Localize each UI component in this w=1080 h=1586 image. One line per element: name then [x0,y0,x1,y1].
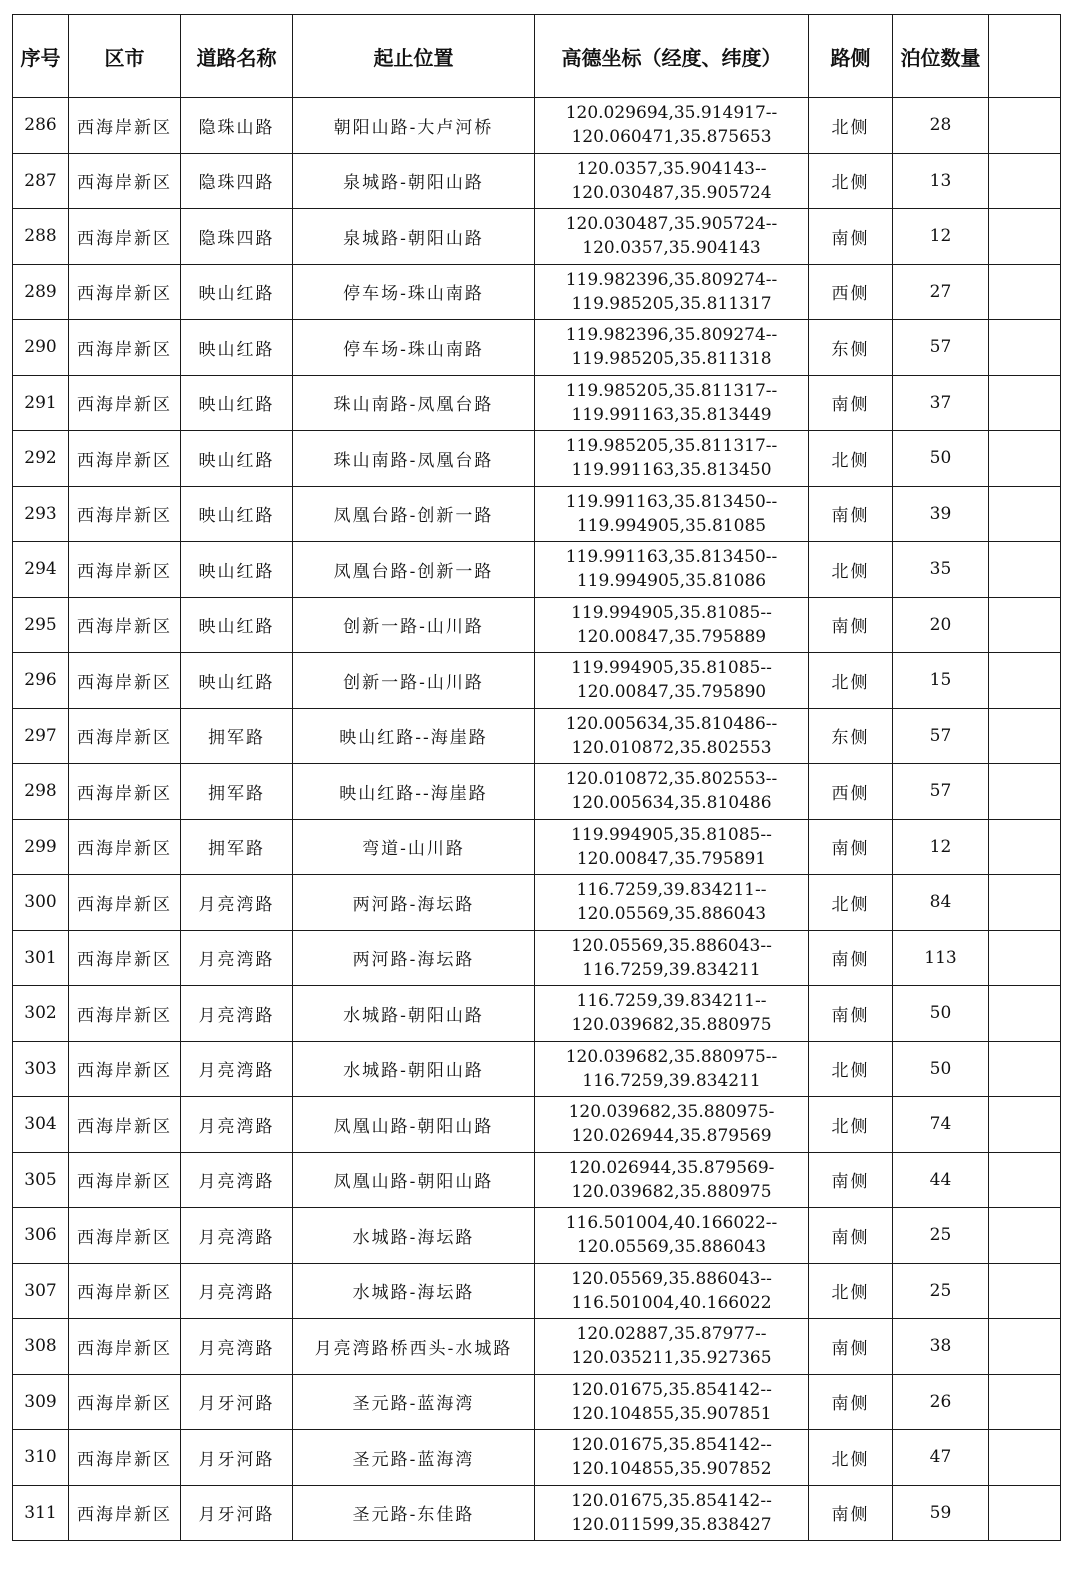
cell-span: 创新一路-山川路 [293,653,535,709]
cell-extra [989,1374,1061,1430]
cell-no: 300 [13,875,69,931]
cell-road: 月亮湾路 [181,1152,293,1208]
cell-count: 44 [893,1152,989,1208]
coord-start: 119.991163,35.813450-- [565,491,778,512]
cell-span: 月亮湾路桥西头-水城路 [293,1319,535,1375]
coord-end: 120.005634,35.810486 [571,793,772,814]
coord-start: 119.991163,35.813450-- [565,547,778,568]
cell-no: 295 [13,597,69,653]
cell-span: 朝阳山路-大卢河桥 [293,98,535,154]
coord-start: 120.026944,35.879569- [568,1157,775,1178]
cell-count: 39 [893,486,989,542]
cell-coord [535,1152,809,1208]
cell-count: 25 [893,1208,989,1264]
coord-start: 120.029694,35.914917-- [565,103,778,124]
cell-coord [535,875,809,931]
cell-district: 西海岸新区 [69,98,181,154]
coord-start: 120.039682,35.880975-- [565,1046,778,1067]
cell-no: 299 [13,819,69,875]
cell-span: 圣元路-蓝海湾 [293,1374,535,1430]
cell-coord [535,764,809,820]
cell-road: 月牙河路 [181,1374,293,1430]
cell-extra [989,708,1061,764]
cell-coord [535,1263,809,1319]
cell-count: 27 [893,264,989,320]
cell-coord [535,819,809,875]
cell-count: 57 [893,708,989,764]
table-body [13,98,1061,1541]
cell-side: 南侧 [809,986,893,1042]
cell-no: 310 [13,1430,69,1486]
cell-extra [989,1041,1061,1097]
cell-coord [535,486,809,542]
cell-no: 311 [13,1485,69,1541]
cell-side: 北侧 [809,98,893,154]
cell-coord [535,542,809,598]
cell-extra [989,597,1061,653]
coord-end: 116.7259,39.834211 [582,959,761,980]
table-row [13,153,1061,209]
cell-road: 映山红路 [181,597,293,653]
cell-no: 309 [13,1374,69,1430]
coord-start: 120.05569,35.886043-- [571,1268,772,1289]
cell-count: 20 [893,597,989,653]
cell-extra [989,653,1061,709]
cell-district: 西海岸新区 [69,930,181,986]
cell-no: 286 [13,98,69,154]
cell-side: 北侧 [809,542,893,598]
cell-road: 月牙河路 [181,1485,293,1541]
cell-count: 84 [893,875,989,931]
cell-span: 映山红路--海崖路 [293,764,535,820]
cell-side: 西侧 [809,264,893,320]
cell-span: 水城路-海坛路 [293,1263,535,1319]
cell-count: 12 [893,209,989,265]
cell-road: 隐珠山路 [181,98,293,154]
coord-start: 119.982396,35.809274-- [565,269,778,290]
coord-start: 119.982396,35.809274-- [565,325,778,346]
cell-no: 287 [13,153,69,209]
cell-side: 西侧 [809,764,893,820]
cell-no: 288 [13,209,69,265]
cell-road: 映山红路 [181,542,293,598]
coord-end: 120.039682,35.880975 [571,1015,772,1036]
cell-coord [535,209,809,265]
coord-start: 120.010872,35.802553-- [565,769,778,790]
cell-span: 凤凰山路-朝阳山路 [293,1097,535,1153]
cell-count: 25 [893,1263,989,1319]
cell-extra [989,431,1061,487]
cell-no: 293 [13,486,69,542]
cell-no: 301 [13,930,69,986]
cell-span: 水城路-海坛路 [293,1208,535,1264]
cell-count: 113 [893,930,989,986]
cell-count: 37 [893,375,989,431]
coord-end: 119.991163,35.813449 [571,404,772,425]
cell-coord [535,653,809,709]
cell-district: 西海岸新区 [69,1041,181,1097]
header-district: 区市 [69,15,181,98]
table-row [13,542,1061,598]
cell-side: 南侧 [809,1374,893,1430]
cell-extra [989,1208,1061,1264]
table-header [13,15,1061,98]
cell-coord [535,1041,809,1097]
cell-road: 月亮湾路 [181,875,293,931]
cell-road: 月牙河路 [181,1430,293,1486]
cell-road: 隐珠四路 [181,209,293,265]
cell-district: 西海岸新区 [69,819,181,875]
cell-district: 西海岸新区 [69,209,181,265]
table-row [13,264,1061,320]
coord-end: 120.026944,35.879569 [571,1126,772,1147]
coord-start: 120.01675,35.854142-- [571,1490,772,1511]
cell-extra [989,1263,1061,1319]
cell-coord [535,986,809,1042]
header-count: 泊位数量 [893,15,989,98]
coord-start: 120.02887,35.87977-- [576,1324,767,1345]
coord-start: 116.7259,39.834211-- [576,880,767,901]
cell-district: 西海岸新区 [69,1263,181,1319]
cell-side: 东侧 [809,708,893,764]
cell-extra [989,986,1061,1042]
cell-coord [535,375,809,431]
cell-district: 西海岸新区 [69,653,181,709]
cell-extra [989,930,1061,986]
cell-road: 月亮湾路 [181,930,293,986]
cell-span: 创新一路-山川路 [293,597,535,653]
cell-no: 306 [13,1208,69,1264]
parking-berth-table [12,14,1061,1541]
cell-district: 西海岸新区 [69,1430,181,1486]
header-side: 路侧 [809,15,893,98]
cell-side: 南侧 [809,1208,893,1264]
cell-side: 南侧 [809,375,893,431]
cell-road: 拥军路 [181,708,293,764]
cell-road: 拥军路 [181,819,293,875]
cell-no: 298 [13,764,69,820]
table-row [13,375,1061,431]
cell-side: 南侧 [809,486,893,542]
coord-end: 119.994905,35.81086 [576,571,767,592]
cell-span: 凤凰台路-创新一路 [293,542,535,598]
coord-start: 116.501004,40.166022-- [565,1213,778,1234]
coord-start: 120.05569,35.886043-- [571,935,772,956]
coord-end: 120.104855,35.907852 [571,1459,772,1480]
cell-count: 12 [893,819,989,875]
cell-side: 北侧 [809,1041,893,1097]
cell-road: 隐珠四路 [181,153,293,209]
cell-side: 北侧 [809,875,893,931]
coord-start: 119.994905,35.81085-- [571,658,772,679]
coord-end: 120.00847,35.795891 [576,848,767,869]
coord-start: 119.985205,35.811317-- [565,380,778,401]
cell-side: 北侧 [809,1097,893,1153]
cell-no: 305 [13,1152,69,1208]
cell-district: 西海岸新区 [69,1485,181,1541]
cell-road: 月亮湾路 [181,1041,293,1097]
cell-span: 泉城路-朝阳山路 [293,153,535,209]
cell-road: 映山红路 [181,431,293,487]
cell-coord [535,1208,809,1264]
cell-road: 月亮湾路 [181,986,293,1042]
cell-span: 停车场-珠山南路 [293,264,535,320]
cell-side: 北侧 [809,653,893,709]
cell-count: 57 [893,764,989,820]
cell-road: 拥军路 [181,764,293,820]
cell-district: 西海岸新区 [69,1208,181,1264]
cell-district: 西海岸新区 [69,597,181,653]
coord-end: 119.985205,35.811318 [571,349,772,370]
table-row [13,1319,1061,1375]
cell-road: 映山红路 [181,486,293,542]
cell-district: 西海岸新区 [69,375,181,431]
coord-end: 116.7259,39.834211 [582,1070,761,1091]
cell-district: 西海岸新区 [69,1374,181,1430]
cell-span: 珠山南路-凤凰台路 [293,375,535,431]
table-row [13,431,1061,487]
cell-road: 映山红路 [181,375,293,431]
coord-end: 120.011599,35.838427 [571,1514,772,1535]
cell-extra [989,764,1061,820]
cell-road: 月亮湾路 [181,1208,293,1264]
cell-no: 304 [13,1097,69,1153]
cell-side: 南侧 [809,597,893,653]
coord-end: 120.039682,35.880975 [571,1181,772,1202]
cell-no: 292 [13,431,69,487]
cell-span: 凤凰台路-创新一路 [293,486,535,542]
cell-span: 映山红路--海崖路 [293,708,535,764]
cell-side: 南侧 [809,819,893,875]
cell-count: 50 [893,1041,989,1097]
cell-extra [989,819,1061,875]
cell-extra [989,1430,1061,1486]
header-extra [989,15,1061,98]
table-row [13,819,1061,875]
cell-extra [989,1485,1061,1541]
cell-extra [989,486,1061,542]
cell-no: 291 [13,375,69,431]
cell-no: 290 [13,320,69,376]
table-row [13,597,1061,653]
coord-start: 116.7259,39.834211-- [576,991,767,1012]
cell-coord [535,431,809,487]
cell-count: 57 [893,320,989,376]
cell-no: 307 [13,1263,69,1319]
cell-coord [535,264,809,320]
cell-count: 28 [893,98,989,154]
cell-side: 北侧 [809,431,893,487]
coord-start: 120.005634,35.810486-- [565,713,778,734]
table-row [13,98,1061,154]
table-row [13,708,1061,764]
table-row [13,986,1061,1042]
cell-coord [535,1319,809,1375]
table-row [13,320,1061,376]
cell-coord [535,1485,809,1541]
cell-count: 59 [893,1485,989,1541]
table-row [13,1485,1061,1541]
cell-side: 南侧 [809,1319,893,1375]
header-road: 道路名称 [181,15,293,98]
coord-end: 120.0357,35.904143 [582,238,761,259]
coord-start: 120.01675,35.854142-- [571,1435,772,1456]
cell-count: 13 [893,153,989,209]
cell-extra [989,264,1061,320]
coord-end: 120.00847,35.795890 [576,682,767,703]
coord-end: 120.060471,35.875653 [571,127,772,148]
cell-extra [989,1097,1061,1153]
cell-span: 圣元路-蓝海湾 [293,1430,535,1486]
cell-span: 弯道-山川路 [293,819,535,875]
cell-coord [535,930,809,986]
cell-span: 两河路-海坛路 [293,930,535,986]
cell-extra [989,875,1061,931]
cell-span: 珠山南路-凤凰台路 [293,431,535,487]
cell-no: 308 [13,1319,69,1375]
cell-side: 南侧 [809,1152,893,1208]
cell-district: 西海岸新区 [69,1319,181,1375]
cell-coord [535,1430,809,1486]
table-row [13,1097,1061,1153]
cell-span: 泉城路-朝阳山路 [293,209,535,265]
coord-start: 119.994905,35.81085-- [571,602,772,623]
cell-count: 74 [893,1097,989,1153]
cell-district: 西海岸新区 [69,764,181,820]
cell-side: 北侧 [809,1263,893,1319]
coord-end: 120.00847,35.795889 [576,626,767,647]
cell-extra [989,153,1061,209]
cell-extra [989,320,1061,376]
cell-side: 北侧 [809,1430,893,1486]
table-row [13,875,1061,931]
cell-span: 水城路-朝阳山路 [293,986,535,1042]
cell-extra [989,375,1061,431]
cell-count: 26 [893,1374,989,1430]
cell-span: 两河路-海坛路 [293,875,535,931]
coord-start: 119.994905,35.81085-- [571,824,772,845]
header-span: 起止位置 [293,15,535,98]
cell-count: 47 [893,1430,989,1486]
cell-road: 月亮湾路 [181,1319,293,1375]
coord-end: 120.030487,35.905724 [571,182,772,203]
cell-span: 圣元路-东佳路 [293,1485,535,1541]
cell-district: 西海岸新区 [69,708,181,764]
coord-end: 120.05569,35.886043 [576,904,767,925]
cell-coord [535,98,809,154]
cell-count: 35 [893,542,989,598]
coord-start: 120.030487,35.905724-- [565,214,778,235]
header-no: 序号 [13,15,69,98]
table-row [13,764,1061,820]
coord-start: 119.985205,35.811317-- [565,436,778,457]
cell-district: 西海岸新区 [69,542,181,598]
cell-district: 西海岸新区 [69,875,181,931]
cell-coord [535,1374,809,1430]
cell-coord [535,153,809,209]
coord-end: 120.010872,35.802553 [571,737,772,758]
cell-extra [989,1152,1061,1208]
cell-span: 凤凰山路-朝阳山路 [293,1152,535,1208]
cell-no: 297 [13,708,69,764]
cell-coord [535,597,809,653]
header-row [13,15,1061,98]
cell-count: 15 [893,653,989,709]
cell-district: 西海岸新区 [69,153,181,209]
table-row [13,1374,1061,1430]
coord-end: 120.05569,35.886043 [576,1237,767,1258]
coord-end: 116.501004,40.166022 [571,1292,772,1313]
cell-side: 南侧 [809,209,893,265]
cell-no: 289 [13,264,69,320]
table-row [13,653,1061,709]
coord-end: 119.994905,35.81085 [576,515,767,536]
cell-road: 月亮湾路 [181,1097,293,1153]
table-row [13,1208,1061,1264]
cell-road: 月亮湾路 [181,1263,293,1319]
table-row [13,1430,1061,1486]
cell-count: 50 [893,431,989,487]
cell-road: 映山红路 [181,264,293,320]
table-row [13,1263,1061,1319]
header-coord: 高德坐标（经度、纬度） [535,15,809,98]
table-row [13,1041,1061,1097]
cell-side: 南侧 [809,1485,893,1541]
cell-span: 停车场-珠山南路 [293,320,535,376]
coord-end: 119.985205,35.811317 [571,293,772,314]
cell-road: 映山红路 [181,320,293,376]
cell-side: 东侧 [809,320,893,376]
cell-coord [535,708,809,764]
table-row [13,486,1061,542]
coord-end: 119.991163,35.813450 [571,460,772,481]
coord-start: 120.039682,35.880975- [568,1102,775,1123]
cell-district: 西海岸新区 [69,1097,181,1153]
cell-no: 296 [13,653,69,709]
cell-coord [535,320,809,376]
cell-district: 西海岸新区 [69,264,181,320]
cell-no: 294 [13,542,69,598]
cell-span: 水城路-朝阳山路 [293,1041,535,1097]
cell-road: 映山红路 [181,653,293,709]
table-row [13,930,1061,986]
cell-side: 北侧 [809,153,893,209]
cell-extra [989,1319,1061,1375]
cell-coord [535,1097,809,1153]
cell-district: 西海岸新区 [69,431,181,487]
cell-side: 南侧 [809,930,893,986]
cell-no: 302 [13,986,69,1042]
cell-no: 303 [13,1041,69,1097]
coord-end: 120.035211,35.927365 [571,1348,772,1369]
cell-district: 西海岸新区 [69,1152,181,1208]
cell-extra [989,542,1061,598]
cell-district: 西海岸新区 [69,486,181,542]
cell-district: 西海岸新区 [69,320,181,376]
cell-extra [989,98,1061,154]
table-row [13,209,1061,265]
table-row [13,1152,1061,1208]
cell-count: 38 [893,1319,989,1375]
coord-end: 120.104855,35.907851 [571,1403,772,1424]
cell-extra [989,209,1061,265]
cell-count: 50 [893,986,989,1042]
cell-district: 西海岸新区 [69,986,181,1042]
coord-start: 120.0357,35.904143-- [576,158,767,179]
coord-start: 120.01675,35.854142-- [571,1379,772,1400]
